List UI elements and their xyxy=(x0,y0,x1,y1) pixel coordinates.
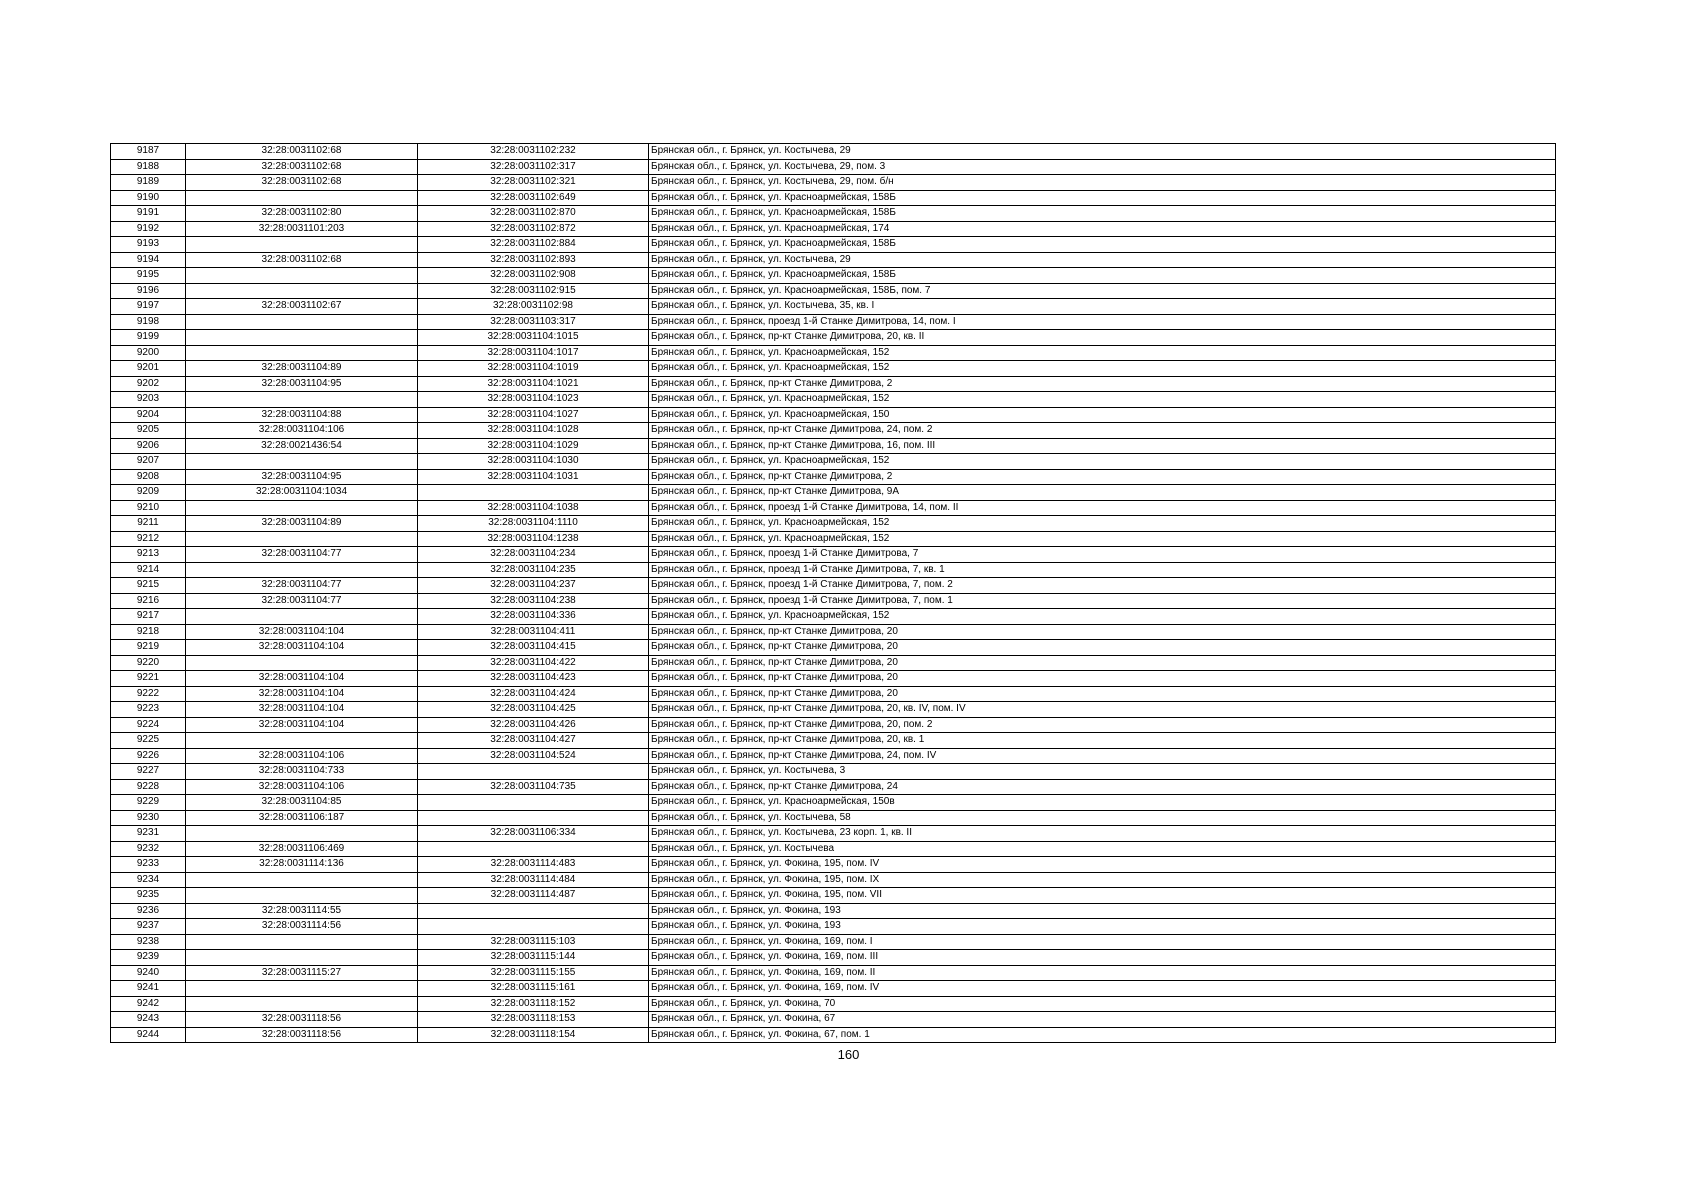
object-cadastral-number-cell: 32:28:0031104:411 xyxy=(418,624,649,640)
parcel-cadastral-number-cell xyxy=(186,733,418,749)
parcel-cadastral-number-cell xyxy=(186,934,418,950)
address-cell: Брянская обл., г. Брянск, проезд 1-й Станке Димитрова, 14, пом. I xyxy=(649,314,1556,330)
address-cell: Брянская обл., г. Брянск, ул. Красноармейская, 158Б xyxy=(649,237,1556,253)
parcel-cadastral-number-cell: 32:28:0031104:104 xyxy=(186,640,418,656)
row-number-cell: 9200 xyxy=(111,345,186,361)
object-cadastral-number-cell: 32:28:0031114:483 xyxy=(418,857,649,873)
table-row xyxy=(111,934,1556,950)
parcel-cadastral-number-cell xyxy=(186,872,418,888)
address-cell: Брянская обл., г. Брянск, ул. Костычева, 29 xyxy=(649,144,1556,160)
parcel-cadastral-number-cell xyxy=(186,268,418,284)
table-row xyxy=(111,407,1556,423)
table-row xyxy=(111,206,1556,222)
table-row xyxy=(111,950,1556,966)
row-number-cell: 9222 xyxy=(111,686,186,702)
object-cadastral-number-cell: 32:28:0031104:1031 xyxy=(418,469,649,485)
address-cell: Брянская обл., г. Брянск, проезд 1-й Станке Димитрова, 7 xyxy=(649,547,1556,563)
parcel-cadastral-number-cell: 32:28:0031104:104 xyxy=(186,686,418,702)
parcel-cadastral-number-cell: 32:28:0031104:1034 xyxy=(186,485,418,501)
row-number-cell: 9208 xyxy=(111,469,186,485)
object-cadastral-number-cell: 32:28:0031104:1023 xyxy=(418,392,649,408)
table-row xyxy=(111,531,1556,547)
table-row xyxy=(111,965,1556,981)
object-cadastral-number-cell: 32:28:0031102:317 xyxy=(418,159,649,175)
table-row xyxy=(111,423,1556,439)
row-number-cell: 9201 xyxy=(111,361,186,377)
row-number-cell: 9209 xyxy=(111,485,186,501)
table-row xyxy=(111,764,1556,780)
row-number-cell: 9199 xyxy=(111,330,186,346)
object-cadastral-number-cell: 32:28:0031102:98 xyxy=(418,299,649,315)
parcel-cadastral-number-cell xyxy=(186,950,418,966)
table-row xyxy=(111,438,1556,454)
parcel-cadastral-number-cell: 32:28:0031104:89 xyxy=(186,516,418,532)
table-row xyxy=(111,237,1556,253)
object-cadastral-number-cell: 32:28:0031104:336 xyxy=(418,609,649,625)
parcel-cadastral-number-cell xyxy=(186,392,418,408)
address-cell: Брянская обл., г. Брянск, проезд 1-й Станке Димитрова, 7, кв. 1 xyxy=(649,562,1556,578)
row-number-cell: 9242 xyxy=(111,996,186,1012)
object-cadastral-number-cell xyxy=(418,903,649,919)
object-cadastral-number-cell: 32:28:0031104:1015 xyxy=(418,330,649,346)
parcel-cadastral-number-cell: 32:28:0031102:68 xyxy=(186,175,418,191)
table-row xyxy=(111,376,1556,392)
object-cadastral-number-cell: 32:28:0031104:1017 xyxy=(418,345,649,361)
row-number-cell: 9219 xyxy=(111,640,186,656)
address-cell: Брянская обл., г. Брянск, ул. Фокина, 70 xyxy=(649,996,1556,1012)
table-row xyxy=(111,1012,1556,1028)
table-row xyxy=(111,190,1556,206)
parcel-cadastral-number-cell: 32:28:0031104:77 xyxy=(186,593,418,609)
object-cadastral-number-cell: 32:28:0031102:908 xyxy=(418,268,649,284)
address-cell: Брянская обл., г. Брянск, пр-кт Станке Димитрова, 20 xyxy=(649,640,1556,656)
registry-table xyxy=(110,143,1556,1043)
table-row xyxy=(111,795,1556,811)
address-cell: Брянская обл., г. Брянск, ул. Костычева, 23 корп. 1, кв. II xyxy=(649,826,1556,842)
address-cell: Брянская обл., г. Брянск, ул. Фокина, 195, пом. IX xyxy=(649,872,1556,888)
row-number-cell: 9243 xyxy=(111,1012,186,1028)
object-cadastral-number-cell: 32:28:0031115:144 xyxy=(418,950,649,966)
address-cell: Брянская обл., г. Брянск, ул. Костычева, 3 xyxy=(649,764,1556,780)
row-number-cell: 9202 xyxy=(111,376,186,392)
object-cadastral-number-cell: 32:28:0031102:872 xyxy=(418,221,649,237)
address-cell: Брянская обл., г. Брянск, ул. Костычева, 58 xyxy=(649,810,1556,826)
address-cell: Брянская обл., г. Брянск, ул. Красноармейская, 174 xyxy=(649,221,1556,237)
object-cadastral-number-cell: 32:28:0031104:415 xyxy=(418,640,649,656)
parcel-cadastral-number-cell: 32:28:0031104:89 xyxy=(186,361,418,377)
table-row xyxy=(111,593,1556,609)
address-cell: Брянская обл., г. Брянск, ул. Красноармейская, 152 xyxy=(649,454,1556,470)
object-cadastral-number-cell: 32:28:0031115:103 xyxy=(418,934,649,950)
table-row xyxy=(111,547,1556,563)
table-row xyxy=(111,361,1556,377)
address-cell: Брянская обл., г. Брянск, ул. Красноармейская, 152 xyxy=(649,531,1556,547)
row-number-cell: 9190 xyxy=(111,190,186,206)
parcel-cadastral-number-cell xyxy=(186,283,418,299)
parcel-cadastral-number-cell: 32:28:0031104:104 xyxy=(186,717,418,733)
table-row xyxy=(111,144,1556,160)
table-row xyxy=(111,826,1556,842)
address-cell: Брянская обл., г. Брянск, проезд 1-й Станке Димитрова, 7, пом. 1 xyxy=(649,593,1556,609)
object-cadastral-number-cell: 32:28:0031104:238 xyxy=(418,593,649,609)
table-row xyxy=(111,175,1556,191)
row-number-cell: 9211 xyxy=(111,516,186,532)
object-cadastral-number-cell: 32:28:0031104:1030 xyxy=(418,454,649,470)
table-row xyxy=(111,159,1556,175)
table-row xyxy=(111,671,1556,687)
row-number-cell: 9194 xyxy=(111,252,186,268)
parcel-cadastral-number-cell: 32:28:0031104:106 xyxy=(186,779,418,795)
table-row xyxy=(111,841,1556,857)
table-row xyxy=(111,299,1556,315)
address-cell: Брянская обл., г. Брянск, ул. Красноармейская, 152 xyxy=(649,361,1556,377)
parcel-cadastral-number-cell: 32:28:0031114:55 xyxy=(186,903,418,919)
object-cadastral-number-cell: 32:28:0031114:484 xyxy=(418,872,649,888)
object-cadastral-number-cell: 32:28:0031102:893 xyxy=(418,252,649,268)
table-row xyxy=(111,314,1556,330)
table-row xyxy=(111,516,1556,532)
table-row xyxy=(111,872,1556,888)
object-cadastral-number-cell: 32:28:0031104:234 xyxy=(418,547,649,563)
object-cadastral-number-cell: 32:28:0031118:152 xyxy=(418,996,649,1012)
object-cadastral-number-cell: 32:28:0031104:426 xyxy=(418,717,649,733)
parcel-cadastral-number-cell: 32:28:0031104:733 xyxy=(186,764,418,780)
address-cell: Брянская обл., г. Брянск, ул. Фокина, 195, пом. VII xyxy=(649,888,1556,904)
parcel-cadastral-number-cell: 32:28:0031104:85 xyxy=(186,795,418,811)
parcel-cadastral-number-cell: 32:28:0031102:68 xyxy=(186,144,418,160)
parcel-cadastral-number-cell: 32:28:0031106:469 xyxy=(186,841,418,857)
row-number-cell: 9214 xyxy=(111,562,186,578)
parcel-cadastral-number-cell xyxy=(186,888,418,904)
address-cell: Брянская обл., г. Брянск, ул. Красноармейская, 150 xyxy=(649,407,1556,423)
row-number-cell: 9244 xyxy=(111,1027,186,1043)
row-number-cell: 9192 xyxy=(111,221,186,237)
parcel-cadastral-number-cell: 32:28:0031104:77 xyxy=(186,547,418,563)
object-cadastral-number-cell: 32:28:0031104:422 xyxy=(418,655,649,671)
row-number-cell: 9206 xyxy=(111,438,186,454)
address-cell: Брянская обл., г. Брянск, ул. Красноармейская, 158Б, пом. 7 xyxy=(649,283,1556,299)
object-cadastral-number-cell: 32:28:0031118:153 xyxy=(418,1012,649,1028)
parcel-cadastral-number-cell xyxy=(186,314,418,330)
parcel-cadastral-number-cell: 32:28:0031114:56 xyxy=(186,919,418,935)
row-number-cell: 9212 xyxy=(111,531,186,547)
parcel-cadastral-number-cell: 32:28:0031102:67 xyxy=(186,299,418,315)
parcel-cadastral-number-cell: 32:28:0031104:88 xyxy=(186,407,418,423)
object-cadastral-number-cell xyxy=(418,919,649,935)
address-cell: Брянская обл., г. Брянск, пр-кт Станке Димитрова, 2 xyxy=(649,376,1556,392)
address-cell: Брянская обл., г. Брянск, ул. Красноармейская, 152 xyxy=(649,609,1556,625)
address-cell: Брянская обл., г. Брянск, ул. Костычева, 35, кв. I xyxy=(649,299,1556,315)
table-row xyxy=(111,268,1556,284)
row-number-cell: 9232 xyxy=(111,841,186,857)
row-number-cell: 9236 xyxy=(111,903,186,919)
object-cadastral-number-cell: 32:28:0031104:735 xyxy=(418,779,649,795)
object-cadastral-number-cell xyxy=(418,764,649,780)
table-row xyxy=(111,221,1556,237)
object-cadastral-number-cell: 32:28:0031102:884 xyxy=(418,237,649,253)
parcel-cadastral-number-cell: 32:28:0031104:104 xyxy=(186,671,418,687)
row-number-cell: 9210 xyxy=(111,500,186,516)
parcel-cadastral-number-cell xyxy=(186,500,418,516)
object-cadastral-number-cell: 32:28:0031104:235 xyxy=(418,562,649,578)
row-number-cell: 9237 xyxy=(111,919,186,935)
address-cell: Брянская обл., г. Брянск, ул. Красноармейская, 158Б xyxy=(649,206,1556,222)
row-number-cell: 9191 xyxy=(111,206,186,222)
address-cell: Брянская обл., г. Брянск, пр-кт Станке Димитрова, 20 xyxy=(649,655,1556,671)
parcel-cadastral-number-cell xyxy=(186,190,418,206)
table-row xyxy=(111,454,1556,470)
table-row xyxy=(111,562,1556,578)
object-cadastral-number-cell: 32:28:0031104:424 xyxy=(418,686,649,702)
row-number-cell: 9216 xyxy=(111,593,186,609)
row-number-cell: 9197 xyxy=(111,299,186,315)
address-cell: Брянская обл., г. Брянск, проезд 1-й Станке Димитрова, 14, пом. II xyxy=(649,500,1556,516)
address-cell: Брянская обл., г. Брянск, ул. Фокина, 169, пом. I xyxy=(649,934,1556,950)
parcel-cadastral-number-cell: 32:28:0031102:68 xyxy=(186,252,418,268)
parcel-cadastral-number-cell: 32:28:0031118:56 xyxy=(186,1027,418,1043)
table-row xyxy=(111,779,1556,795)
row-number-cell: 9203 xyxy=(111,392,186,408)
table-row xyxy=(111,485,1556,501)
address-cell: Брянская обл., г. Брянск, пр-кт Станке Димитрова, 9А xyxy=(649,485,1556,501)
object-cadastral-number-cell: 32:28:0031106:334 xyxy=(418,826,649,842)
parcel-cadastral-number-cell xyxy=(186,531,418,547)
row-number-cell: 9227 xyxy=(111,764,186,780)
object-cadastral-number-cell: 32:28:0031102:870 xyxy=(418,206,649,222)
parcel-cadastral-number-cell: 32:28:0031115:27 xyxy=(186,965,418,981)
table-row xyxy=(111,888,1556,904)
parcel-cadastral-number-cell xyxy=(186,609,418,625)
row-number-cell: 9223 xyxy=(111,702,186,718)
table-row xyxy=(111,702,1556,718)
parcel-cadastral-number-cell xyxy=(186,655,418,671)
address-cell: Брянская обл., г. Брянск, пр-кт Станке Димитрова, 20 xyxy=(649,686,1556,702)
address-cell: Брянская обл., г. Брянск, ул. Костычева xyxy=(649,841,1556,857)
parcel-cadastral-number-cell: 32:28:0031106:187 xyxy=(186,810,418,826)
parcel-cadastral-number-cell: 32:28:0031104:104 xyxy=(186,702,418,718)
address-cell: Брянская обл., г. Брянск, ул. Фокина, 195, пом. IV xyxy=(649,857,1556,873)
address-cell: Брянская обл., г. Брянск, пр-кт Станке Димитрова, 20, кв. IV, пом. IV xyxy=(649,702,1556,718)
address-cell: Брянская обл., г. Брянск, ул. Костычева, 29, пом. 3 xyxy=(649,159,1556,175)
parcel-cadastral-number-cell xyxy=(186,996,418,1012)
object-cadastral-number-cell: 32:28:0031104:1027 xyxy=(418,407,649,423)
table-row xyxy=(111,810,1556,826)
address-cell: Брянская обл., г. Брянск, ул. Фокина, 193 xyxy=(649,903,1556,919)
table-row xyxy=(111,392,1556,408)
object-cadastral-number-cell: 32:28:0031104:1038 xyxy=(418,500,649,516)
table-row xyxy=(111,996,1556,1012)
parcel-cadastral-number-cell: 32:28:0031102:68 xyxy=(186,159,418,175)
row-number-cell: 9234 xyxy=(111,872,186,888)
row-number-cell: 9193 xyxy=(111,237,186,253)
table-row xyxy=(111,717,1556,733)
address-cell: Брянская обл., г. Брянск, пр-кт Станке Димитрова, 24, пом. 2 xyxy=(649,423,1556,439)
address-cell: Брянская обл., г. Брянск, пр-кт Станке Димитрова, 20 xyxy=(649,624,1556,640)
parcel-cadastral-number-cell: 32:28:0031101:203 xyxy=(186,221,418,237)
object-cadastral-number-cell: 32:28:0031104:1029 xyxy=(418,438,649,454)
parcel-cadastral-number-cell: 32:28:0031104:106 xyxy=(186,423,418,439)
parcel-cadastral-number-cell xyxy=(186,826,418,842)
table-row xyxy=(111,252,1556,268)
object-cadastral-number-cell: 32:28:0031104:1238 xyxy=(418,531,649,547)
row-number-cell: 9213 xyxy=(111,547,186,563)
parcel-cadastral-number-cell: 32:28:0031118:56 xyxy=(186,1012,418,1028)
row-number-cell: 9187 xyxy=(111,144,186,160)
table-row xyxy=(111,919,1556,935)
table-row xyxy=(111,655,1556,671)
table-row xyxy=(111,748,1556,764)
row-number-cell: 9235 xyxy=(111,888,186,904)
row-number-cell: 9238 xyxy=(111,934,186,950)
row-number-cell: 9220 xyxy=(111,655,186,671)
object-cadastral-number-cell: 32:28:0031104:1028 xyxy=(418,423,649,439)
row-number-cell: 9241 xyxy=(111,981,186,997)
address-cell: Брянская обл., г. Брянск, ул. Фокина, 67 xyxy=(649,1012,1556,1028)
table-row xyxy=(111,345,1556,361)
row-number-cell: 9230 xyxy=(111,810,186,826)
row-number-cell: 9218 xyxy=(111,624,186,640)
address-cell: Брянская обл., г. Брянск, пр-кт Станке Димитрова, 20, пом. 2 xyxy=(649,717,1556,733)
address-cell: Брянская обл., г. Брянск, ул. Фокина, 169, пом. IV xyxy=(649,981,1556,997)
row-number-cell: 9224 xyxy=(111,717,186,733)
object-cadastral-number-cell: 32:28:0031104:1019 xyxy=(418,361,649,377)
address-cell: Брянская обл., г. Брянск, ул. Фокина, 193 xyxy=(649,919,1556,935)
object-cadastral-number-cell: 32:28:0031115:155 xyxy=(418,965,649,981)
row-number-cell: 9204 xyxy=(111,407,186,423)
object-cadastral-number-cell xyxy=(418,841,649,857)
object-cadastral-number-cell: 32:28:0031104:1110 xyxy=(418,516,649,532)
table-row xyxy=(111,624,1556,640)
row-number-cell: 9228 xyxy=(111,779,186,795)
address-cell: Брянская обл., г. Брянск, ул. Красноармейская, 150в xyxy=(649,795,1556,811)
parcel-cadastral-number-cell: 32:28:0021436:54 xyxy=(186,438,418,454)
object-cadastral-number-cell: 32:28:0031118:154 xyxy=(418,1027,649,1043)
address-cell: Брянская обл., г. Брянск, пр-кт Станке Димитрова, 20, кв. II xyxy=(649,330,1556,346)
address-cell: Брянская обл., г. Брянск, ул. Красноармейская, 158Б xyxy=(649,190,1556,206)
object-cadastral-number-cell: 32:28:0031115:161 xyxy=(418,981,649,997)
parcel-cadastral-number-cell xyxy=(186,237,418,253)
table-row xyxy=(111,500,1556,516)
address-cell: Брянская обл., г. Брянск, ул. Красноармейская, 152 xyxy=(649,345,1556,361)
table-row xyxy=(111,1027,1556,1043)
object-cadastral-number-cell: 32:28:0031104:425 xyxy=(418,702,649,718)
address-cell: Брянская обл., г. Брянск, проезд 1-й Станке Димитрова, 7, пом. 2 xyxy=(649,578,1556,594)
parcel-cadastral-number-cell: 32:28:0031104:106 xyxy=(186,748,418,764)
row-number-cell: 9207 xyxy=(111,454,186,470)
table-row xyxy=(111,903,1556,919)
row-number-cell: 9215 xyxy=(111,578,186,594)
parcel-cadastral-number-cell xyxy=(186,454,418,470)
address-cell: Брянская обл., г. Брянск, ул. Красноармейская, 158Б xyxy=(649,268,1556,284)
row-number-cell: 9229 xyxy=(111,795,186,811)
object-cadastral-number-cell: 32:28:0031104:423 xyxy=(418,671,649,687)
address-cell: Брянская обл., г. Брянск, ул. Фокина, 169, пом. II xyxy=(649,965,1556,981)
object-cadastral-number-cell: 32:28:0031102:915 xyxy=(418,283,649,299)
object-cadastral-number-cell: 32:28:0031114:487 xyxy=(418,888,649,904)
object-cadastral-number-cell xyxy=(418,485,649,501)
address-cell: Брянская обл., г. Брянск, пр-кт Станке Димитрова, 24 xyxy=(649,779,1556,795)
object-cadastral-number-cell: 32:28:0031104:237 xyxy=(418,578,649,594)
address-cell: Брянская обл., г. Брянск, пр-кт Станке Димитрова, 2 xyxy=(649,469,1556,485)
table-row xyxy=(111,469,1556,485)
object-cadastral-number-cell: 32:28:0031102:649 xyxy=(418,190,649,206)
row-number-cell: 9240 xyxy=(111,965,186,981)
registry-table-body xyxy=(111,144,1556,1043)
table-row xyxy=(111,857,1556,873)
table-row xyxy=(111,640,1556,656)
table-row xyxy=(111,686,1556,702)
row-number-cell: 9225 xyxy=(111,733,186,749)
parcel-cadastral-number-cell xyxy=(186,981,418,997)
row-number-cell: 9196 xyxy=(111,283,186,299)
address-cell: Брянская обл., г. Брянск, ул. Костычева, 29, пом. б/н xyxy=(649,175,1556,191)
address-cell: Брянская обл., г. Брянск, пр-кт Станке Димитрова, 20 xyxy=(649,671,1556,687)
address-cell: Брянская обл., г. Брянск, пр-кт Станке Димитрова, 20, кв. 1 xyxy=(649,733,1556,749)
table-row xyxy=(111,578,1556,594)
object-cadastral-number-cell: 32:28:0031104:427 xyxy=(418,733,649,749)
row-number-cell: 9188 xyxy=(111,159,186,175)
row-number-cell: 9198 xyxy=(111,314,186,330)
parcel-cadastral-number-cell: 32:28:0031114:136 xyxy=(186,857,418,873)
table-row xyxy=(111,981,1556,997)
object-cadastral-number-cell: 32:28:0031102:321 xyxy=(418,175,649,191)
row-number-cell: 9233 xyxy=(111,857,186,873)
page-number: 160 xyxy=(837,1047,860,1062)
parcel-cadastral-number-cell: 32:28:0031104:104 xyxy=(186,624,418,640)
object-cadastral-number-cell xyxy=(418,810,649,826)
row-number-cell: 9239 xyxy=(111,950,186,966)
address-cell: Брянская обл., г. Брянск, ул. Красноармейская, 152 xyxy=(649,516,1556,532)
address-cell: Брянская обл., г. Брянск, ул. Костычева, 29 xyxy=(649,252,1556,268)
address-cell: Брянская обл., г. Брянск, пр-кт Станке Димитрова, 16, пом. III xyxy=(649,438,1556,454)
object-cadastral-number-cell: 32:28:0031103:317 xyxy=(418,314,649,330)
parcel-cadastral-number-cell: 32:28:0031104:95 xyxy=(186,376,418,392)
parcel-cadastral-number-cell: 32:28:0031104:77 xyxy=(186,578,418,594)
table-row xyxy=(111,330,1556,346)
table-row xyxy=(111,609,1556,625)
parcel-cadastral-number-cell xyxy=(186,330,418,346)
row-number-cell: 9217 xyxy=(111,609,186,625)
object-cadastral-number-cell: 32:28:0031104:1021 xyxy=(418,376,649,392)
address-cell: Брянская обл., г. Брянск, ул. Фокина, 169, пом. III xyxy=(649,950,1556,966)
row-number-cell: 9189 xyxy=(111,175,186,191)
parcel-cadastral-number-cell xyxy=(186,345,418,361)
parcel-cadastral-number-cell xyxy=(186,562,418,578)
object-cadastral-number-cell xyxy=(418,795,649,811)
address-cell: Брянская обл., г. Брянск, пр-кт Станке Димитрова, 24, пом. IV xyxy=(649,748,1556,764)
object-cadastral-number-cell: 32:28:0031104:524 xyxy=(418,748,649,764)
row-number-cell: 9226 xyxy=(111,748,186,764)
table-row xyxy=(111,283,1556,299)
row-number-cell: 9205 xyxy=(111,423,186,439)
table-row xyxy=(111,733,1556,749)
parcel-cadastral-number-cell: 32:28:0031104:95 xyxy=(186,469,418,485)
parcel-cadastral-number-cell: 32:28:0031102:80 xyxy=(186,206,418,222)
row-number-cell: 9221 xyxy=(111,671,186,687)
row-number-cell: 9231 xyxy=(111,826,186,842)
address-cell: Брянская обл., г. Брянск, ул. Фокина, 67, пом. 1 xyxy=(649,1027,1556,1043)
object-cadastral-number-cell: 32:28:0031102:232 xyxy=(418,144,649,160)
row-number-cell: 9195 xyxy=(111,268,186,284)
address-cell: Брянская обл., г. Брянск, ул. Красноармейская, 152 xyxy=(649,392,1556,408)
